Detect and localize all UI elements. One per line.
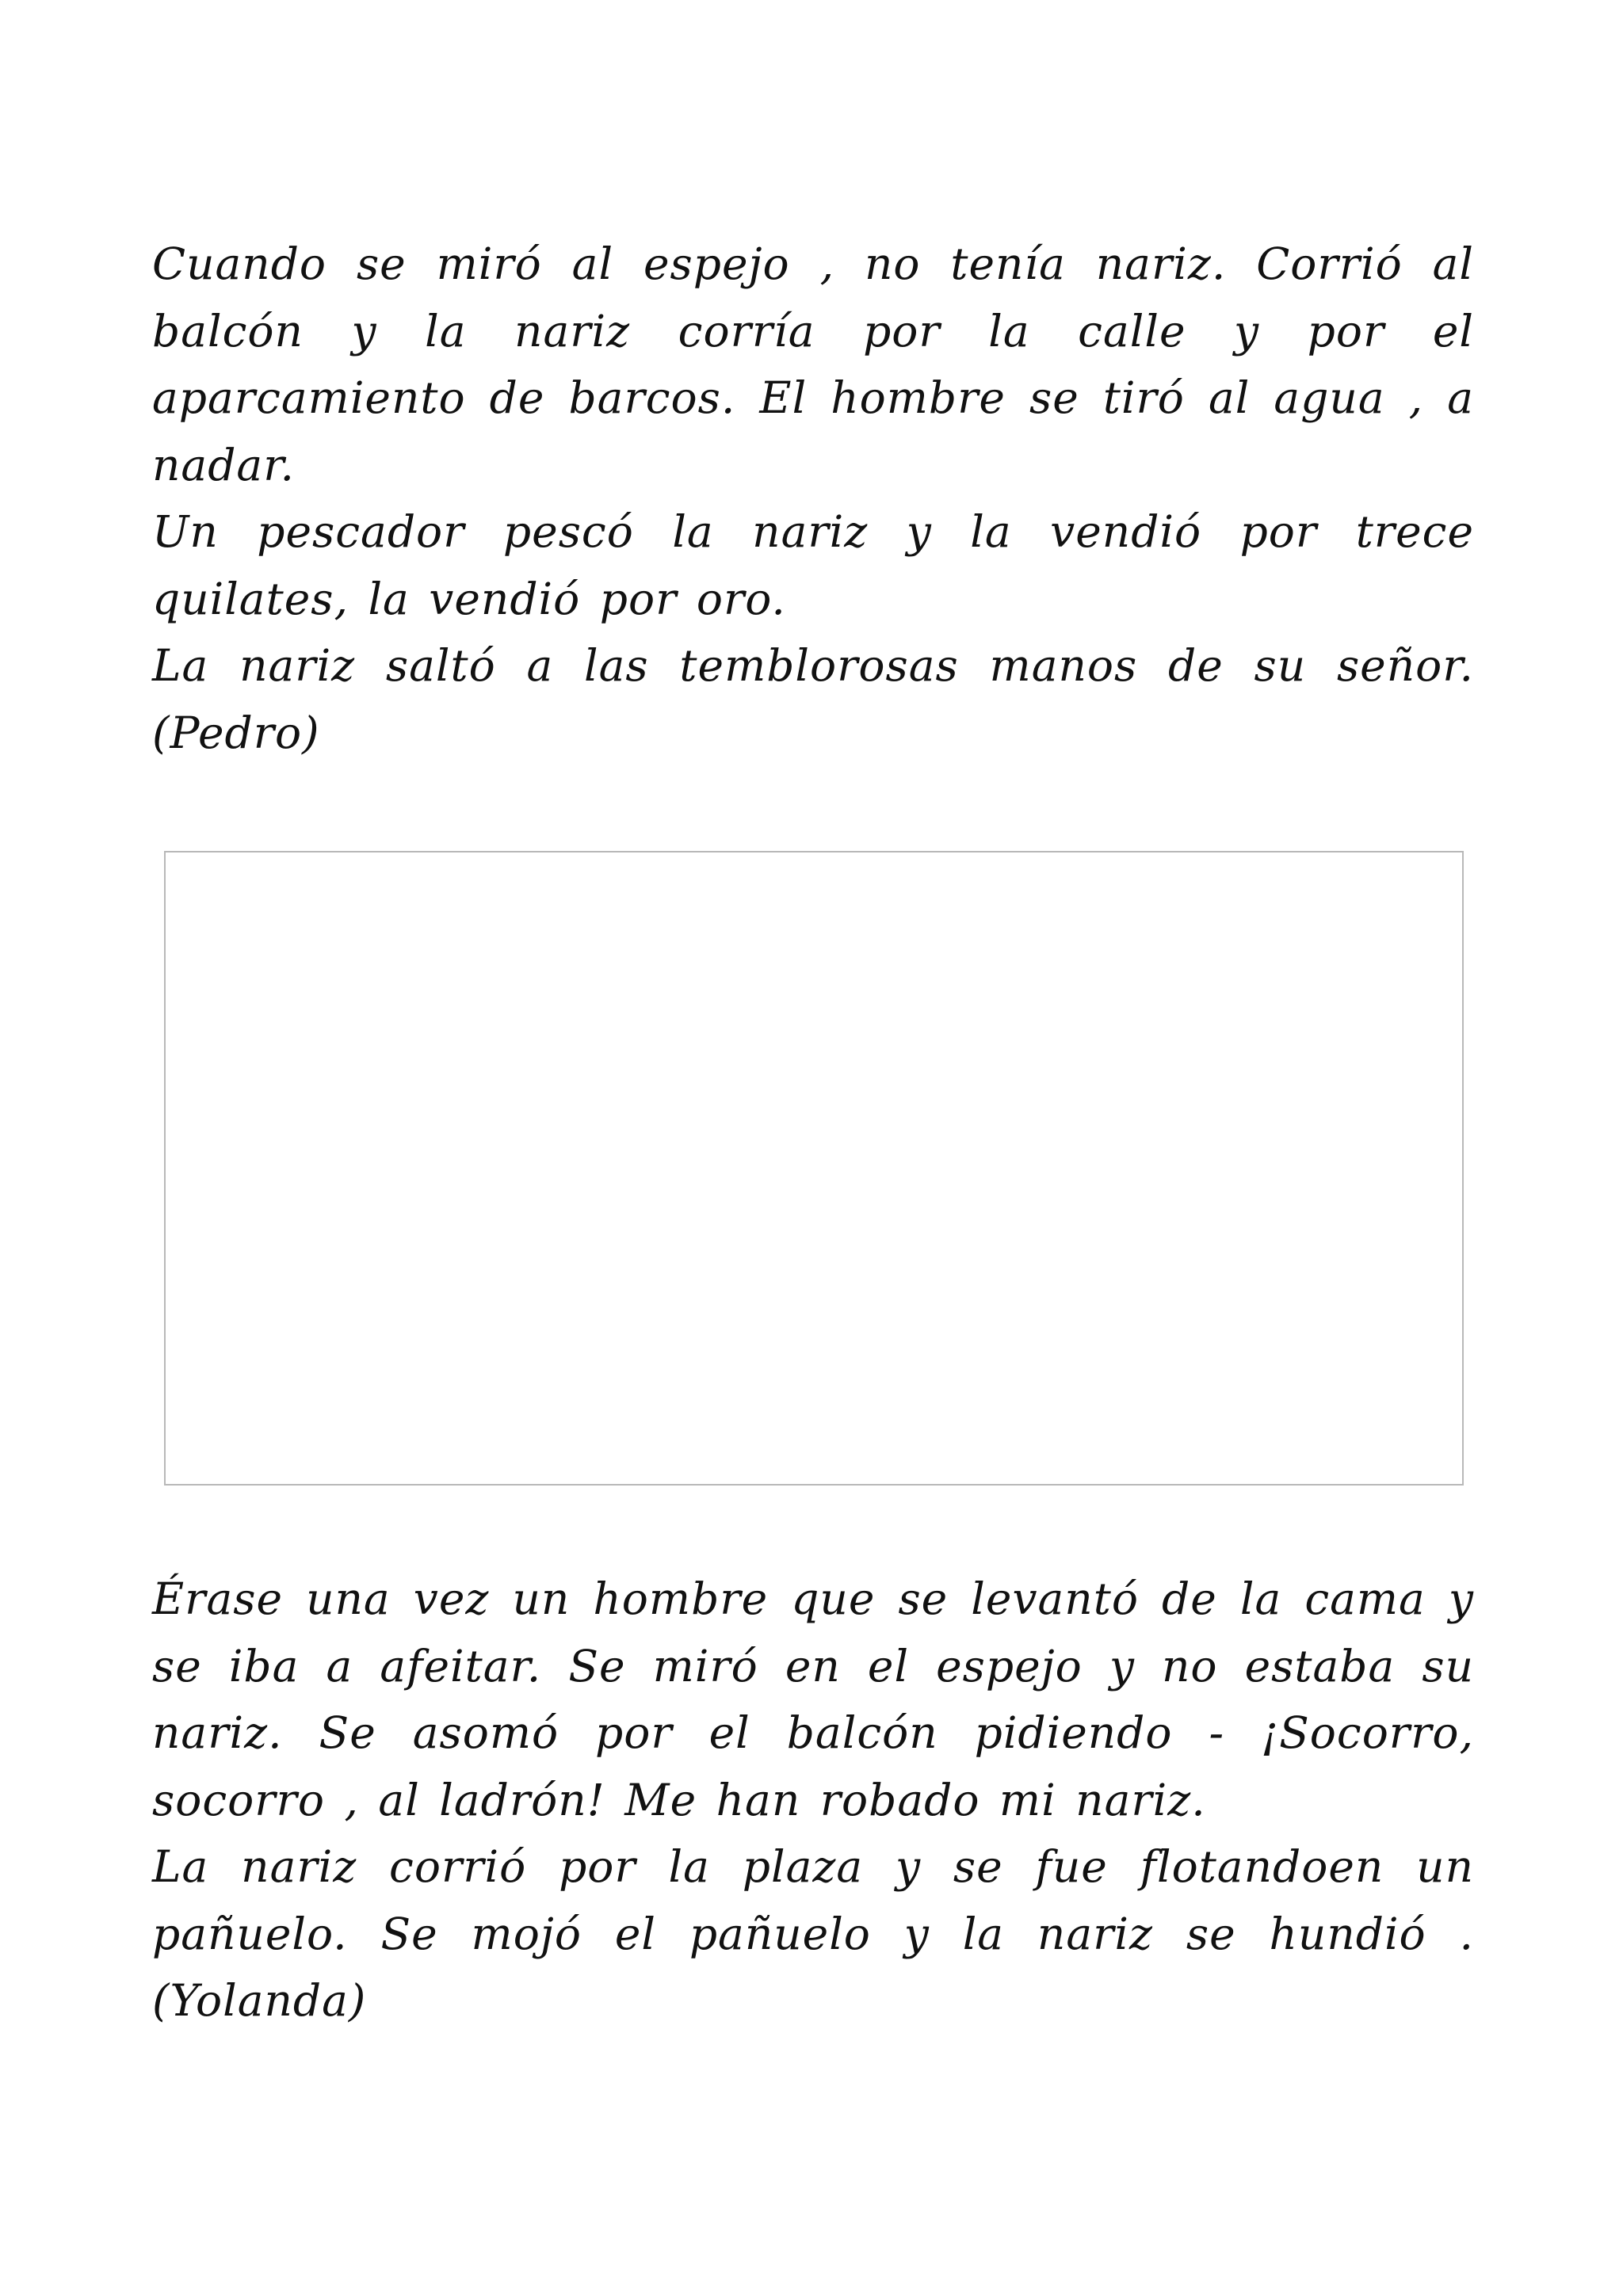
story-paragraph: La nariz corrió por la plaza y se fue flotandoen un pañuelo. Se mojó el pañuelo y la nariz se hundió . (Yolanda) <box>152 1841 1474 2026</box>
story-yolanda <box>152 1566 1474 2035</box>
drawing-area-box <box>164 851 1464 1486</box>
story-pedro <box>152 231 1474 766</box>
story-paragraph: Cuando se miró al espejo , no tenía nariz. Corrió al balcón y la nariz corría por la calle y por el aparcamiento de barcos. El hombre se tiró al agua , a nadar. <box>152 238 1474 490</box>
story-paragraph: La nariz saltó a las temblorosas manos de su señor. (Pedro) <box>152 640 1474 758</box>
story-paragraph: Érase una vez un hombre que se levantó de la cama y se iba a afeitar. Se miró en el espejo y no estaba su nariz. Se asomó por el balcón pidiendo - ¡Socorro, socorro , al ladrón! Me han robado mi nariz. <box>152 1573 1474 1825</box>
story-paragraph: Un pescador pescó la nariz y la vendió por trece quilates, la vendió por oro. <box>152 506 1474 624</box>
